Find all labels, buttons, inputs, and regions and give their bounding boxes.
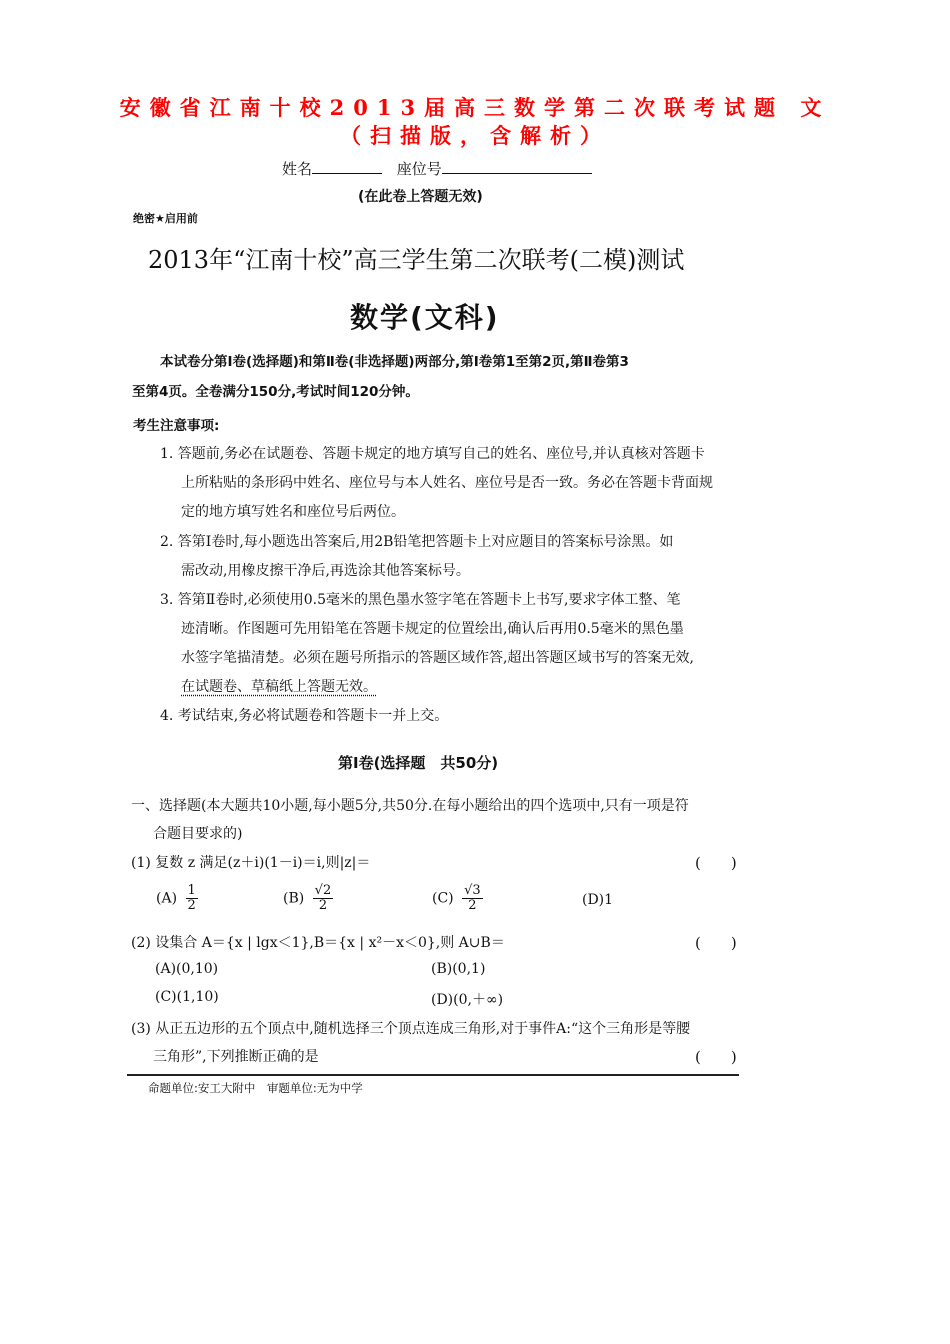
q1-answer-paren: ( ) [695, 854, 737, 872]
exam-title: 2013年“江南十校”高三学生第二次联考(二模)测试 [148, 246, 685, 274]
notice-2-line-1: 2. 答第Ⅰ卷时,每小题选出答案后,用2B铅笔把答题卡上对应题目的答案标号涂黑。如 [160, 534, 674, 550]
q2-stem: (2) 设集合 A＝{x | lgx＜1},B＝{x | x²－x＜0},则 A∪B＝ [131, 935, 505, 951]
footer-text: 命题单位:安工大附中 审题单位:无为中学 [148, 1081, 363, 1095]
q1-option-a: (A) $\frac{1}{2}$ [156, 883, 196, 913]
q3-stem-line-2: 三角形”,下列推断正确的是 [153, 1049, 319, 1065]
notice-1-line-1: 1. 答题前,务必在试题卷、答题卡规定的地方填写自己的姓名、座位号,并认真核对答题卡 [160, 446, 705, 462]
name-blank [312, 159, 382, 174]
q1-stem: (1) 复数 z 满足(z＋i)(1－i)＝i,则|z|＝ [131, 855, 371, 871]
notice-2-line-2: 需改动,用橡皮擦干净后,再选涂其他答案标号。 [181, 563, 470, 579]
subject-title: 数学(文科) [350, 301, 500, 334]
q2-option-a: (A)(0,10) [155, 961, 219, 977]
invalid-note: (在此卷上答题无效) [358, 189, 483, 205]
intro-line-2: 至第4页。全卷满分150分,考试时间120分钟。 [132, 384, 419, 400]
q1-option-c: (C) $\frac{√3}{2}$ [432, 883, 481, 913]
name-seat-row [282, 158, 592, 179]
q3-answer-paren: ( ) [695, 1048, 737, 1066]
q1-option-b: (B) $\frac{√2}{2}$ [283, 883, 332, 913]
intro-line-1: 本试卷分第Ⅰ卷(选择题)和第Ⅱ卷(非选择题)两部分,第Ⅰ卷第1至第2页,第Ⅱ卷第3 [160, 354, 629, 370]
notice-title: 考生注意事项: [133, 418, 220, 434]
q1-option-d: (D)1 [582, 892, 614, 908]
document-title-line1: 安徽省江南十校2013届高三数学第二次联考试题 文 [119, 95, 831, 120]
notice-1-line-3: 定的地方填写姓名和座位号后两位。 [181, 504, 405, 520]
notice-3-line-1: 3. 答第Ⅱ卷时,必须使用0.5毫米的黑色墨水签字笔在答题卡上书写,要求字体工整、笔 [160, 592, 681, 608]
notice-1-line-2: 上所粘贴的条形码中姓名、座位号与本人姓名、座位号是否一致。务必在答题卡背面规 [181, 475, 713, 491]
q2-option-c: (C)(1,10) [155, 989, 219, 1005]
q2-answer-paren: ( ) [695, 934, 737, 952]
part-intro-line-2: 合题目要求的) [153, 826, 243, 842]
seat-blank [442, 159, 592, 174]
document-title-line2: （扫描版，含解析） [340, 123, 610, 148]
notice-3-line-4: 在试题卷、草稿纸上答题无效。 [181, 679, 377, 695]
notice-3-line-2: 迹清晰。作图题可先用铅笔在答题卡规定的位置绘出,确认后再用0.5毫米的黑色墨 [181, 621, 684, 637]
secret-mark: 绝密★启用前 [133, 212, 198, 225]
name-label: 姓名 [282, 160, 313, 178]
seat-label: 座位号 [396, 160, 442, 178]
notice-3-line-3: 水签字笔描清楚。必须在题号所指示的答题区域作答,超出答题区域书写的答案无效, [181, 650, 694, 666]
q2-option-d: (D)(0,＋∞) [431, 992, 504, 1008]
footer-rule [127, 1074, 739, 1076]
q3-stem-line-1: (3) 从正五边形的五个顶点中,随机选择三个顶点连成三角形,对于事件A:“这个三角形是等腰 [131, 1021, 691, 1037]
section-title: 第Ⅰ卷(选择题 共50分) [338, 754, 499, 772]
part-intro-line-1: 一、选择题(本大题共10小题,每小题5分,共50分.在每小题给出的四个选项中,只有一项是符 [131, 798, 689, 814]
q2-option-b: (B)(0,1) [431, 961, 486, 977]
notice-4-line-1: 4. 考试结束,务必将试题卷和答题卡一并上交。 [160, 708, 449, 724]
